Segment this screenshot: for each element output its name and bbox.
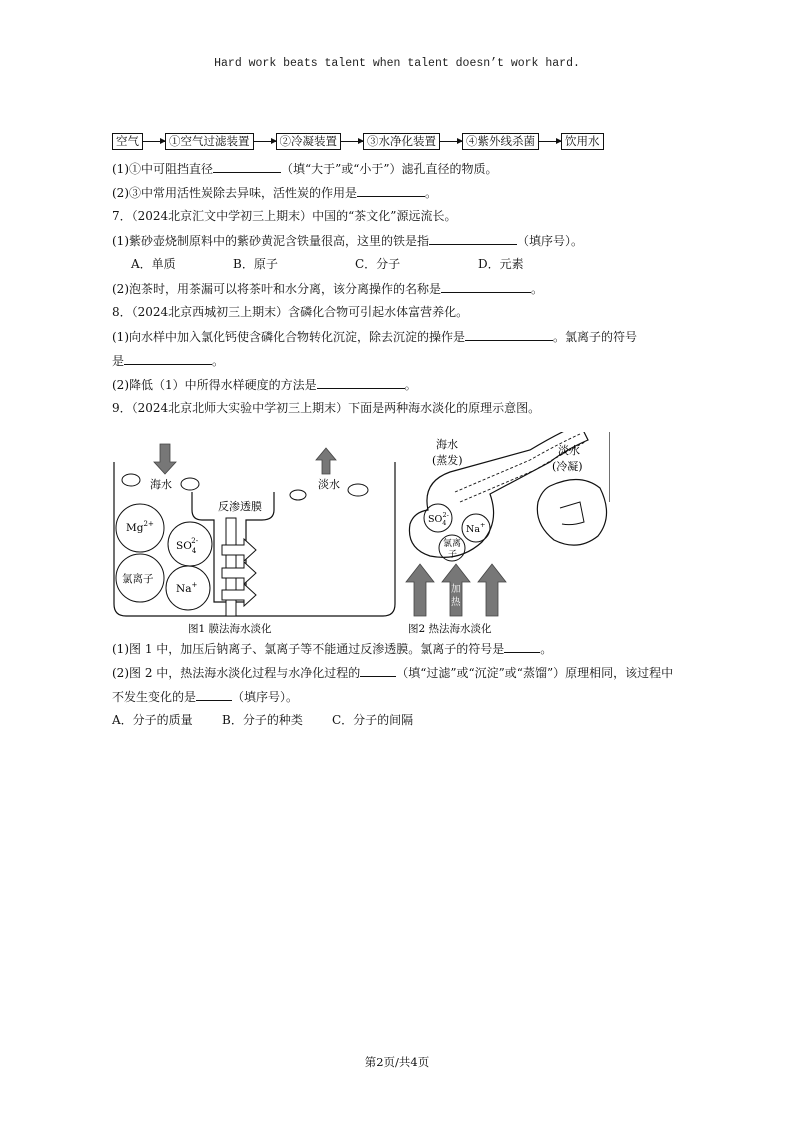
mg-ion-label: Mg (126, 522, 144, 534)
sodium-ion-charge: + (479, 521, 486, 529)
flow-arrow (254, 141, 276, 142)
flow-step-filter: ①空气过滤装置 (165, 133, 254, 150)
figure2-thermal-desalination (406, 432, 610, 635)
flow-step-condense: ②冷凝装置 (276, 133, 342, 150)
desalination-figures (110, 432, 610, 640)
flow-arrow (539, 141, 561, 142)
svg-text:Mg2+ (126, 520, 154, 534)
water-surface-blob (290, 490, 306, 500)
heat-label-1: 加 (451, 584, 461, 595)
freshwater-label: 淡水 (318, 478, 340, 491)
evaporation-label: (蒸发) (432, 454, 463, 467)
water-surface-blob (181, 478, 199, 490)
answer-blank[interactable] (213, 160, 281, 173)
membrane-label: 反渗透膜 (218, 500, 262, 513)
q8-part2: (2)降低（1）中所得水样硬度的方法是 。 (112, 378, 417, 392)
q7-option-b: B．原子 (233, 257, 278, 271)
sulfate-ion-charge: 2- (191, 537, 199, 545)
heat-arrow (406, 564, 434, 616)
heat-arrow (478, 564, 506, 616)
q9-option-b: B．分子的种类 (222, 713, 303, 727)
q7-option-d: D．元素 (478, 257, 524, 271)
answer-blank[interactable] (429, 232, 517, 245)
sulfate-ion-label: SO (428, 514, 443, 525)
q7-part1: (1)紫砂壶烧制原料中的紫砂黄泥含铁量很高，这里的铁是指 （填序号）。 (112, 234, 584, 248)
mg-ion-charge: 2+ (143, 520, 154, 528)
seawater-label: 海水 (150, 478, 172, 491)
flow-step-drinking-water: 饮用水 (561, 133, 604, 150)
sulfate-ion-subscript: 4 (442, 519, 447, 527)
heat-label-2: 热 (451, 597, 461, 608)
condensation-label: (冷凝) (552, 460, 583, 473)
q9-option-c: C．分子的间隔 (332, 713, 414, 727)
answer-blank[interactable] (317, 376, 405, 389)
page-header: Hard work beats talent when talent doesn’t work hard. (214, 57, 580, 70)
sodium-ion-label: Na (176, 583, 192, 595)
q9-title: 9．（2024北京北师大实验中学初三上期末）下面是两种海水淡化的原理示意图。 (112, 401, 541, 415)
q7-option-a: A．单质 (131, 257, 176, 271)
sulfate-ion-label: SO (176, 540, 192, 552)
chloride-ion-label-2: 子 (448, 550, 458, 560)
flow-step-purify: ③水净化装置 (363, 133, 440, 150)
answer-blank[interactable] (360, 664, 396, 677)
q9-option-a: A．分子的质量 (112, 713, 193, 727)
figure1-membrane-desalination (114, 444, 395, 635)
freshwater-label: 淡水 (558, 444, 580, 457)
flow-step-uv: ④紫外线杀菌 (462, 133, 539, 150)
process-flowchart (112, 132, 604, 150)
sulfate-ion-charge: 2- (442, 511, 449, 519)
sulfate-ion-subscript: 4 (191, 547, 197, 555)
water-surface-blob (122, 474, 140, 486)
freshwater-up-arrow (316, 448, 336, 474)
figure2-caption: 图2 热法海水淡化 (408, 623, 492, 635)
seawater-label: 海水 (436, 438, 458, 451)
svg-text:SO42- (428, 511, 449, 527)
sodium-ion-charge: + (191, 581, 198, 589)
q8-part1: (1)向水样中加入氯化钙使含磷化合物转化沉淀，除去沉淀的操作是 。氯离子的符号 (112, 330, 638, 344)
answer-blank[interactable] (357, 184, 425, 197)
membrane-strip (226, 518, 236, 616)
q8-part1-cont: 是 。 (112, 354, 225, 368)
q6-part1: (1)①中可阻挡直径 （填“大于”或“小于”）滤孔直径的物质。 (112, 162, 498, 176)
q7-part2: (2)泡茶时，用茶漏可以将茶叶和水分离，该分离操作的名称是 。 (112, 282, 544, 296)
answer-blank[interactable] (441, 280, 531, 293)
pressure-down-arrow (154, 444, 176, 474)
flow-step-air: 空气 (112, 133, 143, 150)
q9-options (112, 712, 413, 728)
q6-part2: (2)③中常用活性炭除去异味，活性炭的作用是 。 (112, 186, 438, 200)
q9-part1: (1)图 1 中，加压后钠离子、氯离子等不能通过反渗透膜。氯离子的符号是 。 (112, 642, 553, 656)
q7-options (131, 256, 524, 272)
receiving-flask (537, 479, 606, 545)
answer-blank[interactable] (124, 352, 212, 365)
q7-option-c: C．分子 (355, 257, 401, 271)
condenser-tube (580, 432, 610, 502)
q9-part2: (2)图 2 中，热法海水淡化过程与水净化过程的 （填“过滤”或“沉淀”或“蒸馏”）原理相同，该过程中 (112, 666, 674, 680)
flow-arrow (341, 141, 363, 142)
flow-arrow (143, 141, 165, 142)
chloride-ion-label: 氯离子 (122, 573, 154, 585)
svg-text:Na+ (466, 521, 485, 535)
condensed-water (560, 502, 584, 525)
q8-title: 8．（2024北京西城初三上期末）含磷化合物可引起水体富营养化。 (112, 305, 469, 319)
page-footer: 第2页/共4页 (364, 1055, 430, 1069)
answer-blank[interactable] (465, 328, 553, 341)
desalination-diagram (110, 432, 610, 636)
sodium-ion-label: Na (466, 524, 480, 535)
figure1-caption: 图1 膜法海水淡化 (188, 623, 272, 635)
q9-part3: 不发生变化的是 （填序号）。 (112, 690, 299, 704)
answer-blank[interactable] (504, 640, 540, 653)
svg-text:SO42- (176, 537, 199, 555)
answer-blank[interactable] (196, 688, 232, 701)
flow-arrow (440, 141, 462, 142)
chloride-ion-label-1: 氯离 (443, 539, 462, 549)
svg-text:Na+ (176, 581, 197, 595)
q7-title: 7．（2024北京汇文中学初三上期末）中国的“茶文化”源远流长。 (112, 209, 457, 223)
water-surface-blob (348, 484, 368, 496)
